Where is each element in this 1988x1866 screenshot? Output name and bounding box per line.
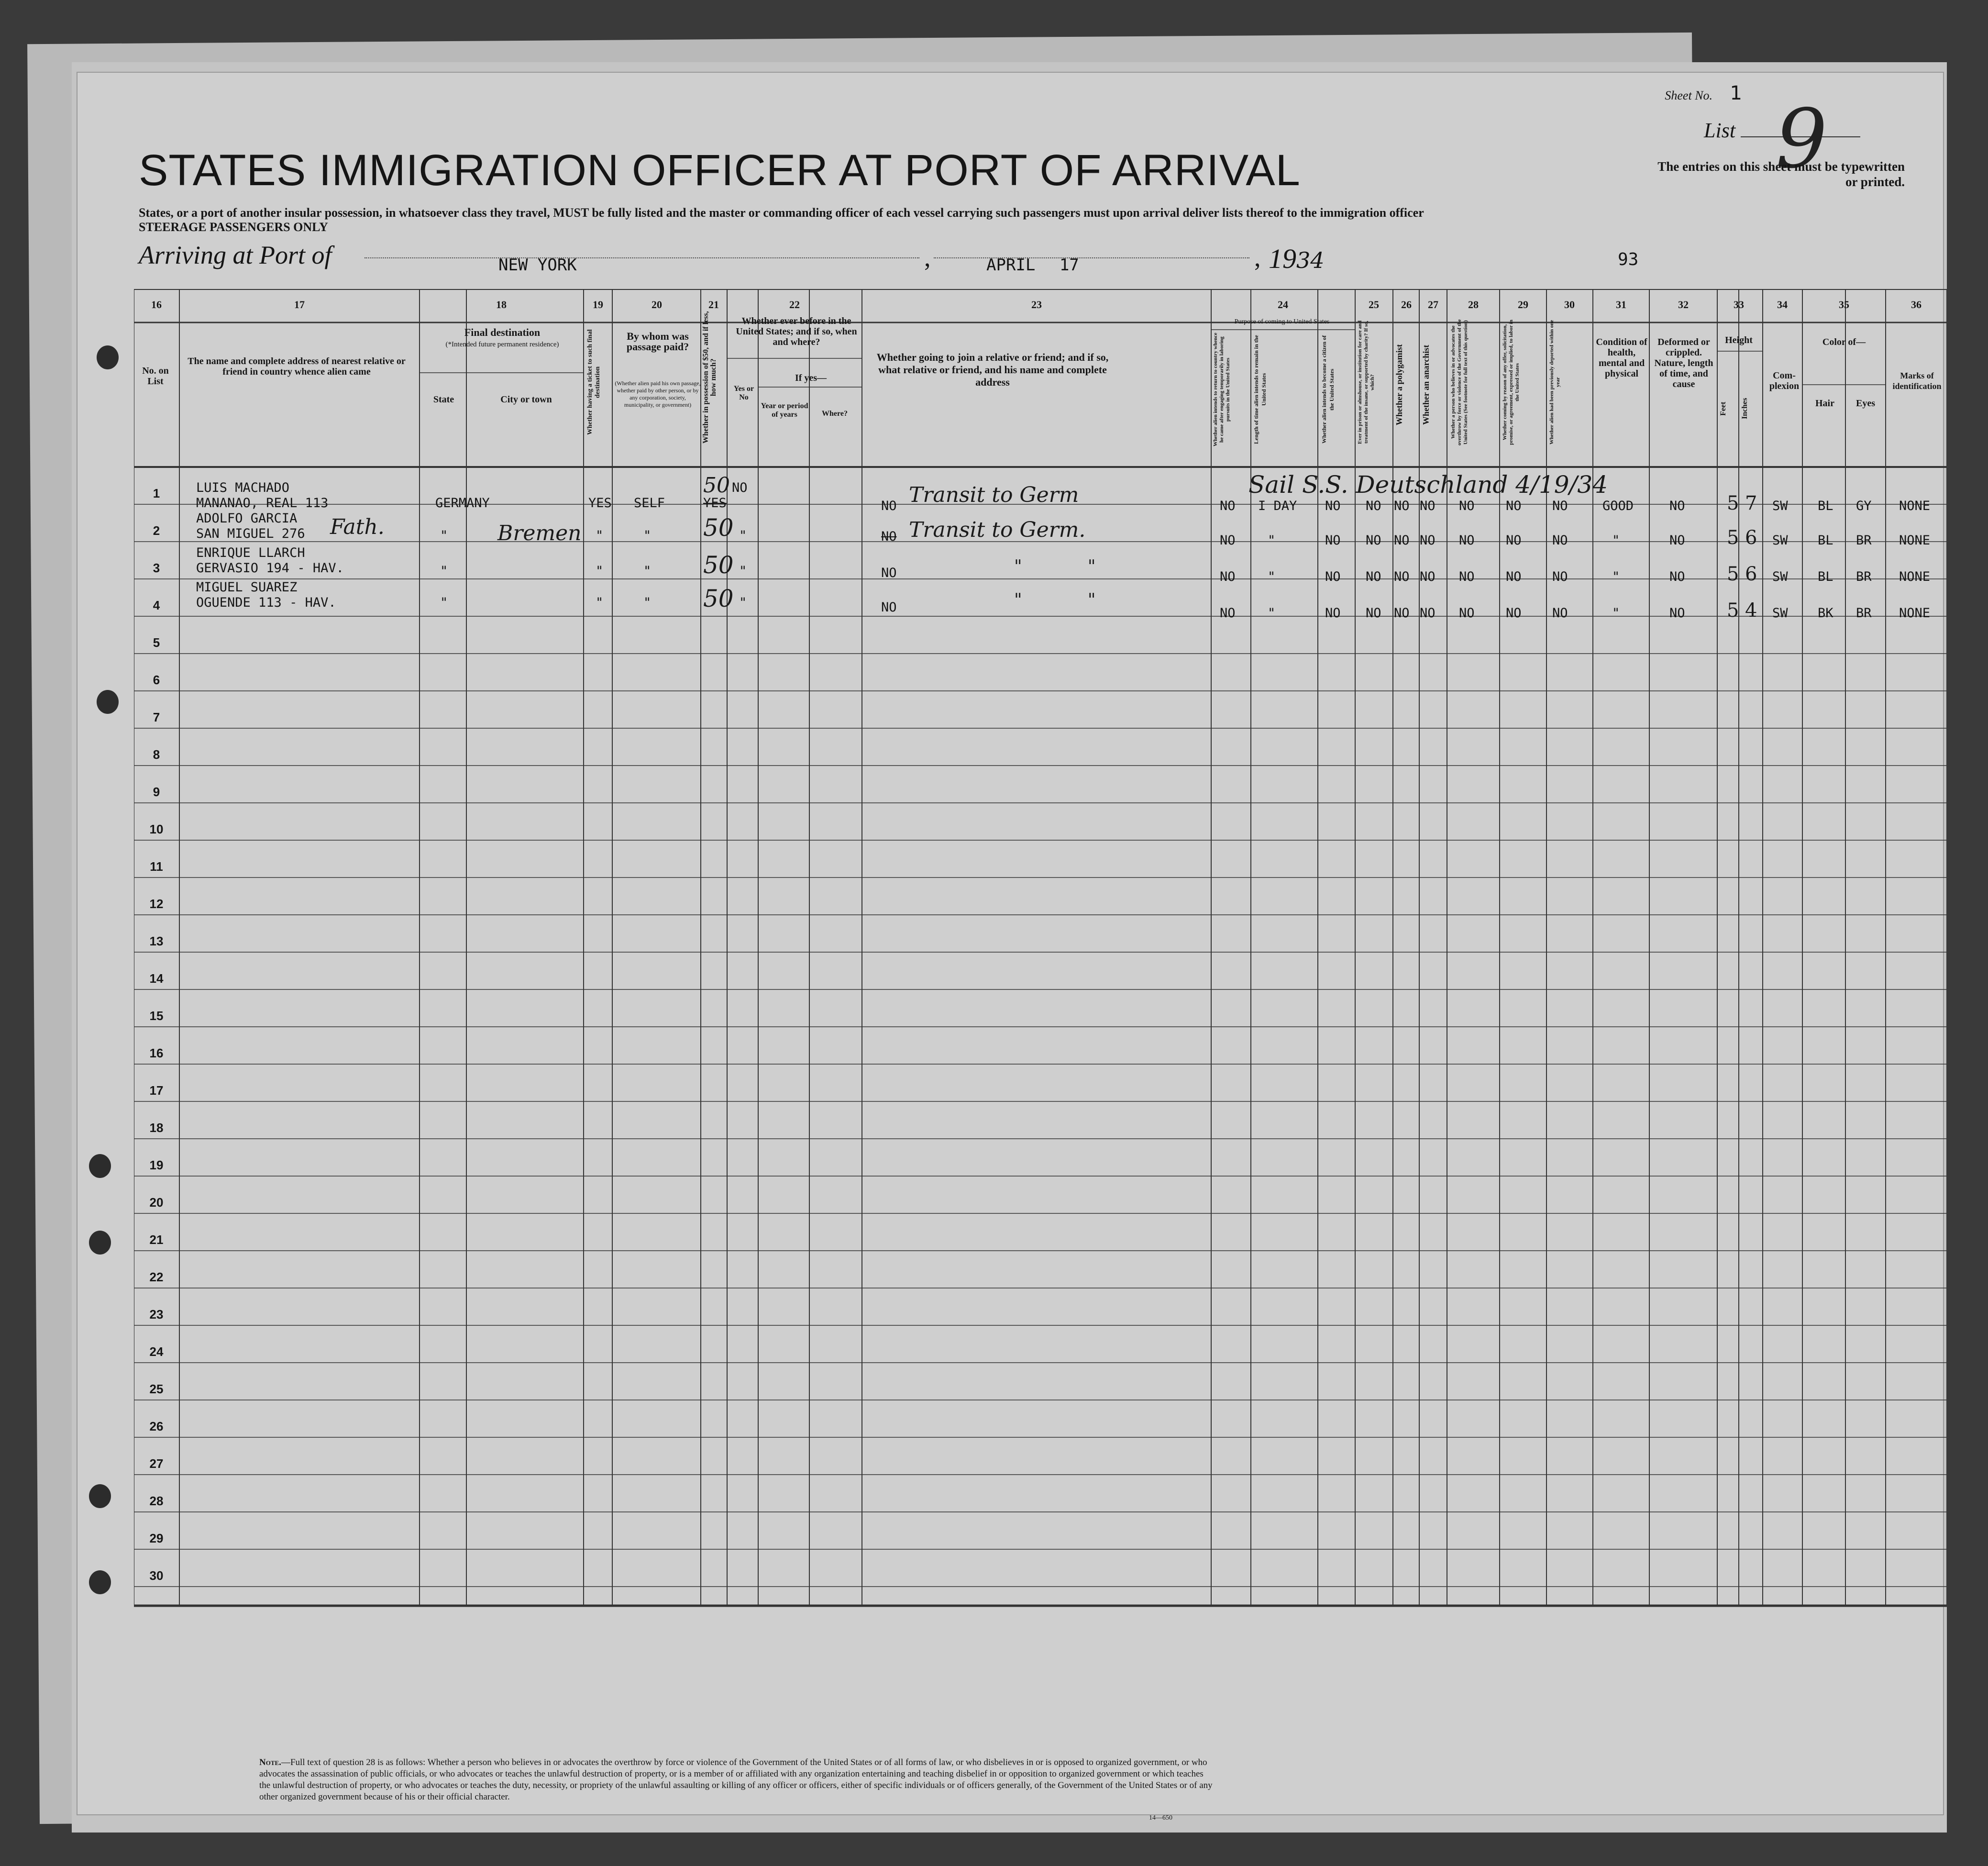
- hdr-purpose-c: Whether alien intends to become a citizen of the United States: [1321, 335, 1335, 444]
- purpose-citizen: NO: [1325, 499, 1341, 513]
- column-number: 28: [1468, 299, 1479, 311]
- manifest-sheet: [77, 72, 1944, 1822]
- hdr-passage-paid: By whom was passage paid?: [626, 330, 689, 353]
- list-number: 9: [1776, 92, 1828, 187]
- q28: NO: [1459, 499, 1475, 513]
- relative-hand: Fath.: [330, 515, 385, 539]
- row-number: 25: [149, 1382, 164, 1396]
- hdr-hair: Hair: [1815, 398, 1834, 409]
- purpose-citizen: NO: [1325, 606, 1341, 621]
- row-number: 3: [153, 561, 160, 575]
- anarchist: NO: [1420, 606, 1436, 621]
- list-label-text: List: [1704, 119, 1736, 142]
- prison: NO: [1366, 569, 1381, 584]
- health: ": [1612, 569, 1620, 584]
- row-number: 18: [149, 1121, 164, 1135]
- purpose-citizen: NO: [1325, 533, 1341, 548]
- hdr-ever-before: Whether ever before in the United States; and if so, when and where?: [736, 316, 857, 347]
- year-hand: 34: [1296, 247, 1325, 273]
- row-number: 4: [153, 598, 160, 612]
- polygamist: NO: [1394, 606, 1410, 621]
- join-relative-hand: " ": [1014, 590, 1096, 610]
- hdr-complexion: Com-plexion: [1769, 370, 1800, 391]
- join-relative: NO: [881, 499, 897, 513]
- sheet-number: [1665, 82, 1742, 104]
- entries-note: The entries on this sheet must be typewritten or printed.: [1657, 159, 1905, 189]
- passage-paid: ": [643, 595, 652, 610]
- eye-color: BR: [1856, 533, 1872, 548]
- purpose-return: NO: [1220, 533, 1236, 548]
- q30: NO: [1552, 606, 1568, 621]
- row-number: 26: [149, 1419, 164, 1433]
- passage-paid: ": [643, 564, 652, 578]
- row-number: 9: [153, 785, 160, 799]
- money-hand: 50: [703, 514, 734, 542]
- row-number: 27: [149, 1456, 164, 1471]
- binder-hole: [97, 345, 119, 369]
- state: GERMANY: [435, 496, 490, 511]
- purpose-length: ": [1268, 569, 1276, 584]
- hdr-nearest-relative: The name and complete address of nearest relative or friend in country whence alien came: [188, 356, 406, 377]
- hdr-q30: Whether alien had been previously deported within one year: [1549, 320, 1561, 445]
- binder-hole: [97, 690, 119, 714]
- column-number: 16: [151, 299, 162, 311]
- column-number: 18: [496, 299, 507, 311]
- hdr-state: State: [433, 394, 454, 405]
- row-number: 29: [149, 1531, 164, 1545]
- q29: NO: [1506, 499, 1522, 513]
- sailing-annotation: Sail S.S. Deutschland 4/19/34: [1248, 471, 1608, 499]
- money-hand: 50: [703, 473, 730, 498]
- polygamist: NO: [1394, 499, 1410, 513]
- binder-hole: [89, 1231, 111, 1255]
- hdr-polygamist: Whether a polygamist: [1394, 344, 1404, 425]
- column-number: 26: [1401, 299, 1412, 311]
- hdr-marks: Marks of identification: [1892, 371, 1942, 391]
- relative-address: OGUENDE 113 - HAV.: [196, 595, 336, 610]
- sheet-no-value: 1: [1730, 82, 1742, 104]
- hair-color: BK: [1818, 606, 1833, 621]
- polygamist: NO: [1394, 569, 1410, 584]
- column-number: 27: [1428, 299, 1438, 311]
- hdr-purpose-a: Whether alien intends to return to country whence he came after engaging temporarily in laboring pursuits in the United States: [1213, 333, 1231, 446]
- column-number: 35: [1839, 299, 1849, 311]
- q29: NO: [1506, 606, 1522, 621]
- anarchist: NO: [1420, 569, 1436, 584]
- eye-color: GY: [1856, 499, 1872, 513]
- marks: NONE: [1899, 606, 1931, 621]
- manifest-table: [134, 289, 1947, 1648]
- comma: ,: [1254, 243, 1261, 272]
- hdr-q29: Whether coming by reason of any offer, solicitation, promise, or agreement, expressed or implied, to labor in the United States: [1502, 320, 1520, 445]
- relative-name: ADOLFO GARCIA: [196, 511, 298, 526]
- polygamist: NO: [1394, 533, 1410, 548]
- height-inches: 4: [1745, 600, 1757, 622]
- column-number: 32: [1678, 299, 1689, 311]
- complexion: SW: [1772, 569, 1788, 584]
- ticket: ": [596, 528, 604, 543]
- row-number: 5: [153, 635, 160, 650]
- deformed: NO: [1669, 533, 1685, 548]
- hdr-year-period: Year or period of years: [761, 402, 808, 419]
- sheet-no-label: Sheet No.: [1665, 89, 1713, 102]
- year-printed: 19: [1269, 243, 1296, 274]
- relative-name: ENRIQUE LLARCH: [196, 545, 305, 560]
- binder-hole: [89, 1570, 111, 1594]
- ticket: ": [596, 564, 604, 578]
- column-number: 34: [1777, 299, 1788, 311]
- height-feet: 5: [1727, 492, 1739, 514]
- column-number: 17: [294, 299, 305, 311]
- deformed: NO: [1669, 606, 1685, 621]
- footnote-label: Note.: [259, 1757, 281, 1767]
- row-number: 6: [153, 673, 160, 687]
- ever-before: ": [739, 564, 747, 578]
- row-number: 2: [153, 523, 160, 538]
- ever-before: ": [739, 528, 747, 543]
- hdr-join-relative: Whether going to join a relative or friend; and if so, what relative or friend, and his name and complete address: [876, 351, 1109, 388]
- q30: NO: [1552, 499, 1568, 513]
- relative-name: MIGUEL SUAREZ: [196, 580, 298, 595]
- subtitle-2: STEERAGE PASSENGERS ONLY: [139, 220, 328, 234]
- ever-before: ": [739, 595, 747, 610]
- anarchist: NO: [1420, 499, 1436, 513]
- date-line: [934, 257, 1249, 258]
- row-number: 16: [149, 1046, 164, 1060]
- column-number: 29: [1518, 299, 1528, 311]
- row-number: 13: [149, 934, 164, 948]
- prison: NO: [1366, 606, 1381, 621]
- join-relative: NO: [881, 529, 897, 544]
- complexion: SW: [1772, 499, 1788, 513]
- row-number: 7: [153, 710, 160, 724]
- height-feet: 5: [1727, 527, 1739, 549]
- money-hand: 50: [703, 585, 734, 612]
- page-title: STATES IMMIGRATION OFFICER AT PORT OF ARRIVAL: [139, 146, 1301, 195]
- hdr-ticket: Whether having a ticket to such final destination: [586, 329, 601, 435]
- row-number: 20: [149, 1195, 164, 1210]
- row-number: 14: [149, 971, 164, 986]
- hair-color: BL: [1818, 569, 1833, 584]
- hdr-q28: Whether a person who believes in or advocates the overthrow by force or violence of the Government of the United States (See footnote for full text of this question): [1450, 319, 1469, 445]
- complexion: SW: [1772, 533, 1788, 548]
- deformed: NO: [1669, 569, 1685, 584]
- hdr-color-of: Color of—: [1822, 337, 1866, 347]
- hair-color: BL: [1818, 533, 1833, 548]
- ticket: YES: [588, 496, 612, 511]
- anarchist: NO: [1420, 533, 1436, 548]
- purpose-return: NO: [1220, 569, 1236, 584]
- column-number: 21: [708, 299, 719, 311]
- column-number: 25: [1369, 299, 1379, 311]
- row-number: 10: [149, 822, 164, 836]
- ever-before-struck: YES: [703, 496, 727, 511]
- subtitle-1: States, or a port of another insular possession, in whatsoever class they travel, MUST be fully listed and the master or commanding officer of each vessel carrying such passengers must upon arrival deliver lists thereof to the immigration officer: [139, 206, 1424, 220]
- health: ": [1612, 606, 1620, 621]
- hdr-passage-paid-note: (Whether alien paid his own passage, whether paid by other person, or by any corporation, society, municipality, or government): [615, 380, 701, 408]
- column-number: 36: [1911, 299, 1922, 311]
- state: ": [440, 595, 448, 610]
- hdr-final-destination-note: (*Intended future permanent residence): [445, 341, 559, 348]
- join-relative: NO: [881, 600, 897, 615]
- purpose-length: ": [1268, 606, 1276, 621]
- column-number: 22: [789, 299, 800, 311]
- purpose-citizen: NO: [1325, 569, 1341, 584]
- column-number: 30: [1564, 299, 1575, 311]
- hdr-height: Height: [1725, 335, 1753, 345]
- column-number: 33: [1734, 299, 1744, 311]
- ever-before: NO: [732, 480, 748, 495]
- binder-hole: [89, 1484, 111, 1508]
- row-number: 8: [153, 747, 160, 762]
- passage-paid: ": [643, 528, 652, 543]
- state: ": [440, 528, 448, 543]
- hdr-prison: Ever in prison or almshouse, or institution for care and treatment of the insane, or supported by charity? If so, which?: [1357, 320, 1375, 444]
- height-inches: 6: [1745, 563, 1757, 585]
- prison: NO: [1366, 499, 1381, 513]
- hdr-where: Where?: [822, 410, 848, 418]
- health: ": [1612, 533, 1620, 548]
- purpose-length: ": [1268, 533, 1276, 548]
- row-number: 21: [149, 1233, 164, 1247]
- height-inches: 6: [1745, 527, 1757, 549]
- row-number: 22: [149, 1270, 164, 1284]
- row-number: 30: [149, 1568, 164, 1583]
- q30: NO: [1552, 569, 1568, 584]
- hair-color: BL: [1818, 499, 1833, 513]
- date-value: APRIL 17: [986, 255, 1079, 275]
- hdr-city-or-town: City or town: [500, 394, 552, 405]
- port-value: NEW YORK: [498, 255, 577, 275]
- q28: NO: [1459, 569, 1475, 584]
- row-number: 15: [149, 1009, 164, 1023]
- footnote-text: —Full text of question 28 is as follows: Whether a person who believes in or advocates the overthrow by force or violence of the Government of the United States or of all forms of law, or who disbelieves in or is opposed to organized government, or who advocates the assassination of public officials, or who advocates or teaches the unlawful destruction of property, or is a member of or affiliated with any organization entertaining and teaching disbelief in or opposition to organized government or which teaches the unlawful destruction of property, or who advocates or teaches the duty, necessity, or propriety of the unlawful assaulting or killing of any officer or officers, either of specific individuals or of officers generally, of the Government of the United States or of any other organized government because of his or their official character.: [259, 1757, 1213, 1802]
- marks: NONE: [1899, 569, 1931, 584]
- binder-hole: [89, 1154, 111, 1178]
- eye-color: BR: [1856, 569, 1872, 584]
- port-line: [364, 257, 919, 258]
- form-code: 14—650: [1149, 1814, 1172, 1822]
- page-code: 93: [1618, 250, 1639, 269]
- relative-address: SAN MIGUEL 276: [196, 526, 305, 541]
- relative-address: GERVASIO 194 - HAV.: [196, 561, 344, 576]
- q28: NO: [1459, 533, 1475, 548]
- purpose-length: I DAY: [1258, 499, 1297, 513]
- q29: NO: [1506, 533, 1522, 548]
- row-number: 17: [149, 1083, 164, 1098]
- row-number: 11: [150, 859, 163, 874]
- join-relative: NO: [881, 566, 897, 580]
- state: ": [440, 564, 448, 578]
- hdr-anarchist: Whether an anarchist: [1421, 344, 1431, 425]
- hdr-possession-50: Whether in possession of $50, and if less, how much?: [702, 311, 718, 444]
- relative-name: LUIS MACHADO: [196, 480, 290, 495]
- passage-paid: SELF: [634, 496, 665, 511]
- height-feet: 5: [1727, 600, 1739, 622]
- prison: NO: [1366, 533, 1381, 548]
- hdr-health: Condition of health, mental and physical: [1596, 337, 1647, 379]
- arriving-label: Arriving at Port of: [139, 241, 332, 269]
- complexion: SW: [1772, 606, 1788, 621]
- join-relative-hand: Transit to Germ.: [909, 518, 1086, 542]
- row-number: 28: [149, 1494, 164, 1508]
- column-number: 23: [1031, 299, 1042, 311]
- height-inches: 7: [1745, 492, 1757, 514]
- row-number: 23: [149, 1307, 164, 1322]
- column-number: 24: [1278, 299, 1288, 311]
- purpose-return: NO: [1220, 606, 1236, 621]
- hdr-purpose: Purpose of coming to United States: [1234, 318, 1330, 325]
- row-number: 24: [149, 1344, 164, 1359]
- purpose-return: NO: [1220, 499, 1236, 513]
- hdr-purpose-b: Length of time alien intends to remain in the United States: [1253, 335, 1267, 444]
- hdr-eyes: Eyes: [1856, 398, 1875, 409]
- join-relative-hand: Transit to Germ: [909, 483, 1079, 507]
- comma: ,: [924, 243, 931, 272]
- marks: NONE: [1899, 499, 1931, 513]
- q29: NO: [1506, 569, 1522, 584]
- money-hand: 50: [703, 551, 734, 579]
- height-feet: 5: [1727, 563, 1739, 585]
- column-number: 20: [652, 299, 662, 311]
- hdr-inches: Inches: [1741, 398, 1749, 420]
- column-number: 19: [593, 299, 603, 311]
- ticket: ": [596, 595, 604, 610]
- hdr-if-yes: If yes—: [795, 373, 827, 383]
- q30: NO: [1552, 533, 1568, 548]
- row-number: 19: [149, 1158, 164, 1172]
- row-number: 1: [153, 486, 160, 500]
- q28: NO: [1459, 606, 1475, 621]
- row-number: 12: [149, 897, 164, 911]
- footnote: [259, 1757, 1216, 1803]
- city-hand: Bremen: [497, 521, 582, 545]
- hdr-deformed: Deformed or crippled. Nature, length of time, and cause: [1654, 337, 1713, 389]
- relative-address: MANANAO, REAL 113: [196, 496, 329, 511]
- hdr-yes-or-no: Yes or No: [733, 385, 754, 401]
- join-relative-hand: " ": [1014, 557, 1096, 577]
- health: GOOD: [1602, 499, 1634, 513]
- year: [1269, 243, 1325, 275]
- eye-color: BR: [1856, 606, 1872, 621]
- hdr-final-destination: Final destination: [464, 326, 541, 338]
- hdr-feet: Feet: [1719, 401, 1727, 416]
- column-number: 31: [1616, 299, 1626, 311]
- deformed: NO: [1669, 499, 1685, 513]
- hdr-no-on-list: No. on List: [142, 366, 169, 387]
- marks: NONE: [1899, 533, 1931, 548]
